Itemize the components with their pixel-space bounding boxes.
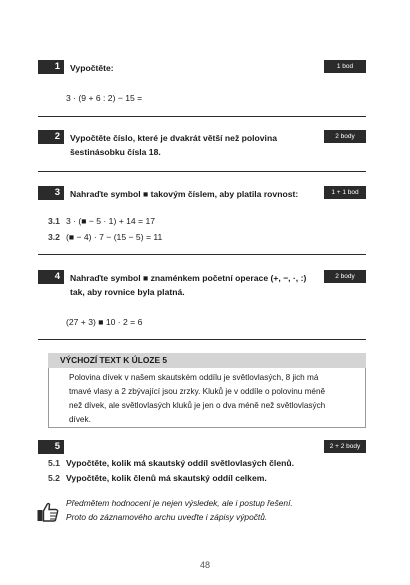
source-text-line: dívek.: [69, 415, 91, 424]
task-prompt: Vypočtěte:: [70, 63, 114, 73]
source-text-line: než dívek, ale světlovlasých kluků je jen o dva méně než světlovlasých: [69, 401, 326, 410]
task-prompt-line: šestinásobku čísla 18.: [70, 147, 161, 157]
note-line: Předmětem hodnocení je nejen výsledek, ale i postup řešení.: [66, 498, 293, 508]
subtask-number: 5.2: [48, 473, 60, 483]
source-text-title: VÝCHOZÍ TEXT K ÚLOZE 5: [48, 353, 366, 368]
subtask-equation: 3 · (■ − 5 · 1) + 14 = 17: [66, 216, 156, 226]
subtask-number: 3.1: [48, 216, 60, 226]
page-number: 48: [199, 560, 210, 570]
note-line: Proto do záznamového archu uveďte i zápisy výpočtů.: [66, 512, 268, 522]
thumbs-up-icon: [36, 500, 60, 524]
points-badge: 1 bod: [324, 60, 366, 73]
source-text-line: Polovina dívek v našem skautském oddílu je světlovlasých, 8 jich má: [69, 373, 319, 382]
points-badge: 1 + 1 bod: [324, 186, 366, 199]
points-badge: 2 body: [324, 130, 366, 143]
task-prompt-line: tak, aby rovnice byla platná.: [70, 287, 185, 297]
task-prompt: [70, 271, 320, 299]
source-text-line: tmavé vlasy a 2 zbývající jsou zrzky. Kluků je v oddíle o polovinu méně: [69, 387, 326, 396]
divider: [38, 171, 366, 172]
task-prompt: Nahraďte symbol ■ takovým číslem, aby platila rovnost:: [70, 189, 299, 199]
points-badge: 2 body: [324, 270, 366, 283]
task-number: 4: [38, 270, 64, 284]
task-prompt-line: Nahraďte symbol ■ znaménkem početní operace (+, −, ·, :): [70, 273, 307, 283]
task-4: [38, 270, 366, 297]
subtask-equation: (■ − 4) · 7 − (15 − 5) = 11: [66, 232, 163, 242]
task-5: [38, 440, 366, 454]
task-1: [38, 60, 366, 74]
task-3: [38, 186, 366, 200]
divider: [38, 254, 366, 255]
divider: [38, 116, 366, 117]
task-number: 5: [38, 440, 64, 454]
task-4-expression: (27 + 3) ■ 10 · 2 = 6: [66, 317, 143, 327]
task-2: [38, 130, 366, 157]
subtask-question: Vypočtěte, kolik má skautský oddíl světlovlasých členů.: [66, 458, 294, 468]
subtask-number: 5.1: [48, 458, 60, 468]
subtask-number: 3.2: [48, 232, 60, 242]
task-1-expression: 3 · (9 + 6 : 2) − 15 =: [66, 93, 143, 103]
assessment-note: [66, 496, 356, 524]
source-text-body: [48, 368, 366, 428]
task-prompt: [70, 131, 315, 159]
subtask-question: Vypočtěte, kolik členů má skautský oddíl celkem.: [66, 473, 267, 483]
task-number: 2: [38, 130, 64, 144]
task-number: 3: [38, 186, 64, 200]
points-badge: 2 + 2 body: [324, 440, 366, 453]
divider: [38, 339, 366, 340]
task-prompt-line: Vypočtěte číslo, které je dvakrát větší než polovina: [70, 133, 277, 143]
task-number: 1: [38, 60, 64, 74]
